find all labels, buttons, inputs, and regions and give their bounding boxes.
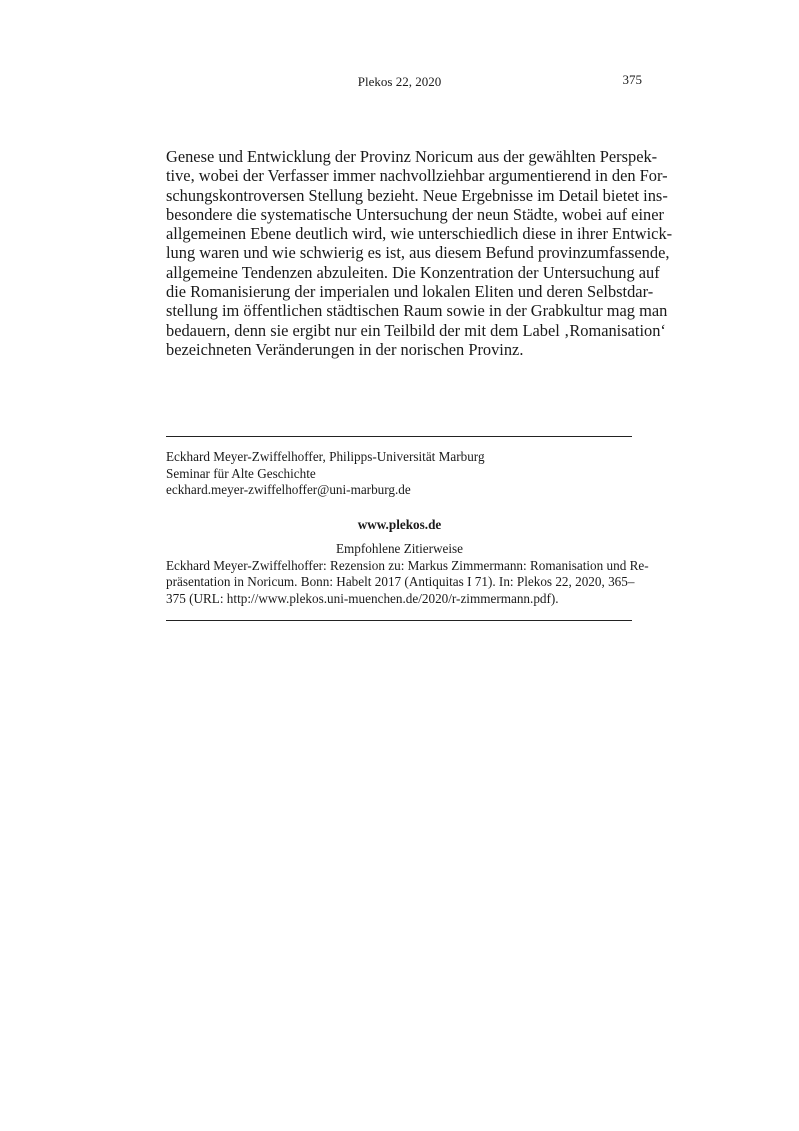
journal-title: Plekos 22, 2020 <box>357 74 442 89</box>
page-number: 375 <box>622 72 642 87</box>
paragraph-line: allgemeinen Ebene deutlich wird, wie unterschiedlich diese in ihrer Entwick- <box>166 224 673 244</box>
author-block <box>166 449 485 499</box>
author-name-affiliation: Eckhard Meyer-Zwiffelhoffer, Philipps-Universität Marburg <box>166 449 485 464</box>
citation-block <box>166 558 649 607</box>
page-header <box>0 72 799 92</box>
review-paragraph <box>166 147 673 359</box>
citation-line: präsentation in Noricum. Bonn: Habelt 2017 (Antiquitas I 71). In: Plekos 22, 2020, 365– <box>166 574 635 590</box>
paragraph-line: schungskontroversen Stellung bezieht. Neue Ergebnisse im Detail bietet ins- <box>166 185 668 205</box>
citation-line: 375 (URL: http://www.plekos.uni-muenchen.de/2020/r-zimmermann.pdf). <box>166 590 559 606</box>
paragraph-line: allgemeine Tendenzen abzuleiten. Die Konzentration der Untersuchung auf <box>166 262 660 282</box>
paragraph-line: bezeichneten Veränderungen in der norischen Provinz. <box>166 339 524 359</box>
paragraph-line: besondere die systematische Untersuchung der neun Städte, wobei auf einer <box>166 204 664 224</box>
citation-line: Eckhard Meyer-Zwiffelhoffer: Rezension zu: Markus Zimmermann: Romanisation und Re- <box>166 558 649 573</box>
author-department: Seminar für Alte Geschichte <box>166 465 316 481</box>
separator-rule-top <box>166 436 632 437</box>
author-email[interactable]: eckhard.meyer-zwiffelhoffer@uni-marburg.de <box>166 482 411 497</box>
paragraph-line: lung waren und wie schwierig es ist, aus diesem Befund provinzumfassende, <box>166 243 670 263</box>
website-link[interactable]: www.plekos.de <box>357 517 442 532</box>
paragraph-line: die Romanisierung der imperialen und lokalen Eliten und deren Selbstdar- <box>166 282 654 302</box>
separator-rule-bottom <box>166 620 632 621</box>
paragraph-line: bedauern, denn sie ergibt nur ein Teilbild der mit dem Label ‚Romanisation‘ <box>166 320 666 340</box>
paragraph-line: Genese und Entwicklung der Provinz Noricum aus der gewählten Perspek- <box>166 147 658 166</box>
paragraph-line: tive, wobei der Verfasser immer nachvollziehbar argumentierend in den For- <box>166 166 668 186</box>
paragraph-line: stellung im öffentlichen städtischen Raum sowie in der Grabkultur mag man <box>166 301 668 321</box>
citation-heading: Empfohlene Zitierweise <box>335 541 464 556</box>
